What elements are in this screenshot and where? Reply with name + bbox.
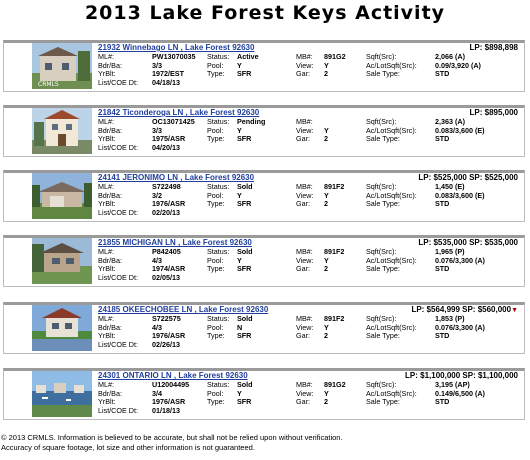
listing-price [418, 238, 518, 247]
list-coe-date-value: 02/20/13 [152, 207, 180, 217]
listing-address-link[interactable]: 21842 Ticonderoga LN , Lake Forest 92630 [98, 108, 260, 117]
list-coe-date-label: List/COE Dt: [98, 272, 138, 282]
lot-size-value: 0.083/3,600 (E) [435, 190, 485, 200]
listing-price [405, 371, 518, 380]
lot-size-value: 0.149/6,500 (A) [435, 388, 485, 398]
property-type-value: SFR [237, 397, 252, 406]
pool-value: N [237, 322, 243, 332]
listing-address-link[interactable]: 24301 ONTARIO LN , Lake Forest 92630 [98, 371, 248, 380]
ml-number-value: S722575 [152, 314, 181, 323]
disclaimer [1, 433, 343, 453]
garage-label: Gar: [296, 397, 310, 406]
map-book-label: MB#: [296, 182, 313, 191]
sale-type-value: STD [435, 264, 450, 273]
page-title: 2013 Lake Forest Keys Activity [84, 2, 446, 24]
pool-value: Y [237, 125, 242, 135]
square-feet-label: Sqft(Src): [366, 380, 397, 389]
year-built-label: YrBlt: [98, 264, 116, 273]
view-label: View: [296, 255, 314, 265]
year-built-value: 1976/ASR [152, 397, 186, 406]
bedrooms-baths-value: 3/2 [152, 190, 162, 200]
status-label: Status: [207, 182, 230, 191]
sale-type-label: Sale Type: [366, 199, 400, 208]
year-built-value: 1975/ASR [152, 134, 186, 143]
status-label: Status: [207, 117, 230, 126]
square-feet-value: 2,066 (A) [435, 52, 465, 61]
lot-size-label: Ac/LotSqft(Src): [366, 255, 417, 265]
list-coe-date-label: List/COE Dt: [98, 339, 138, 349]
square-feet-label: Sqft(Src): [366, 52, 397, 61]
year-built-value: 1974/ASR [152, 264, 186, 273]
view-label: View: [296, 125, 314, 135]
listing-card [3, 368, 525, 420]
garage-value: 2 [324, 397, 328, 406]
lot-size-label: Ac/LotSqft(Src): [366, 60, 417, 70]
year-built-label: YrBlt: [98, 134, 116, 143]
price-text: LP: $535,000 SP: $535,000 [418, 238, 518, 247]
list-coe-date-label: List/COE Dt: [98, 405, 138, 415]
sale-type-value: STD [435, 397, 450, 406]
disclaimer-line-2: Accuracy of square footage, lot size and other information is not guaranteed. [1, 443, 255, 452]
list-coe-date-value: 01/18/13 [152, 405, 180, 415]
listing-price [418, 173, 518, 182]
pool-value: Y [237, 388, 242, 398]
pool-label: Pool: [207, 190, 224, 200]
ml-number-value: P842405 [152, 247, 181, 256]
bedrooms-baths-label: Bdr/Ba: [98, 190, 122, 200]
list-coe-date-value: 02/26/13 [152, 339, 180, 349]
property-type-value: SFR [237, 134, 252, 143]
view-value: Y [324, 190, 329, 200]
view-label: View: [296, 190, 314, 200]
list-coe-date-value: 04/20/13 [152, 142, 180, 152]
bedrooms-baths-value: 4/3 [152, 322, 162, 332]
square-feet-value: 1,965 (P) [435, 247, 465, 256]
map-book-label: MB#: [296, 117, 313, 126]
price-text: LP: $525,000 SP: $525,000 [418, 173, 518, 182]
pool-label: Pool: [207, 255, 224, 265]
pool-label: Pool: [207, 60, 224, 70]
pool-value: Y [237, 255, 242, 265]
price-down-arrow-icon: ▼ [511, 307, 518, 314]
bedrooms-baths-label: Bdr/Ba: [98, 322, 122, 332]
pool-value: Y [237, 60, 242, 70]
view-label: View: [296, 388, 314, 398]
pool-label: Pool: [207, 125, 224, 135]
square-feet-value: 1,450 (E) [435, 182, 465, 191]
bedrooms-baths-value: 3/3 [152, 125, 162, 135]
listing-photo[interactable] [32, 108, 92, 154]
list-coe-date-label: List/COE Dt: [98, 142, 138, 152]
ml-number-label: ML#: [98, 247, 114, 256]
square-feet-value: 2,363 (A) [435, 117, 465, 126]
status-value: Sold [237, 247, 253, 256]
ml-number-label: ML#: [98, 380, 114, 389]
sale-type-label: Sale Type: [366, 69, 400, 78]
ml-number-value: PW13070035 [152, 52, 196, 61]
price-text: LP: $564,999 SP: $560,000 [411, 305, 512, 314]
listing-card [3, 170, 525, 222]
list-coe-date-label: List/COE Dt: [98, 77, 138, 87]
status-label: Status: [207, 52, 230, 61]
map-book-value: 891G2 [324, 52, 346, 61]
bedrooms-baths-value: 4/3 [152, 255, 162, 265]
status-label: Status: [207, 314, 230, 323]
garage-label: Gar: [296, 69, 310, 78]
map-book-label: MB#: [296, 52, 313, 61]
lot-size-value: 0.076/3,300 (A) [435, 255, 485, 265]
year-built-label: YrBlt: [98, 69, 116, 78]
listing-price [411, 305, 518, 314]
listing-card [3, 105, 525, 157]
list-coe-date-label: List/COE Dt: [98, 207, 138, 217]
ml-number-value: S722498 [152, 182, 181, 191]
listing-photo[interactable] [32, 305, 92, 351]
map-book-value: 891F2 [324, 182, 345, 191]
view-value: Y [324, 60, 329, 70]
bedrooms-baths-value: 3/3 [152, 60, 162, 70]
sale-type-value: STD [435, 134, 450, 143]
garage-value: 2 [324, 199, 328, 208]
property-type-label: Type: [207, 199, 225, 208]
lot-size-label: Ac/LotSqft(Src): [366, 125, 417, 135]
disclaimer-line-1: © 2013 CRMLS. Information is believed to be accurate, but shall not be relied upon without verification. [1, 433, 343, 442]
garage-value: 2 [324, 331, 328, 340]
square-feet-value: 3,195 (AP) [435, 380, 470, 389]
property-type-label: Type: [207, 264, 225, 273]
bedrooms-baths-value: 3/4 [152, 388, 162, 398]
listing-photo[interactable] [32, 43, 92, 89]
map-book-value: 891F2 [324, 247, 345, 256]
bedrooms-baths-label: Bdr/Ba: [98, 125, 122, 135]
garage-label: Gar: [296, 134, 310, 143]
bedrooms-baths-label: Bdr/Ba: [98, 60, 122, 70]
lot-size-label: Ac/LotSqft(Src): [366, 190, 417, 200]
listing-photo[interactable] [32, 173, 92, 219]
sale-type-label: Sale Type: [366, 331, 400, 340]
property-type-value: SFR [237, 199, 252, 208]
listing-photo[interactable] [32, 238, 92, 284]
ml-number-value: OC13071425 [152, 117, 195, 126]
property-type-label: Type: [207, 69, 225, 78]
pool-label: Pool: [207, 322, 224, 332]
lot-size-value: 0.09/3,920 (A) [435, 60, 481, 70]
ml-number-label: ML#: [98, 182, 114, 191]
garage-value: 2 [324, 134, 328, 143]
ml-number-value: U12004495 [152, 380, 190, 389]
view-value: Y [324, 125, 329, 135]
lot-size-label: Ac/LotSqft(Src): [366, 388, 417, 398]
ml-number-label: ML#: [98, 314, 114, 323]
listing-price [470, 108, 518, 117]
lot-size-label: Ac/LotSqft(Src): [366, 322, 417, 332]
status-value: Sold [237, 182, 253, 191]
sale-type-value: STD [435, 331, 450, 340]
year-built-label: YrBlt: [98, 397, 116, 406]
square-feet-value: 1,853 (P) [435, 314, 465, 323]
property-type-value: SFR [237, 331, 252, 340]
sale-type-value: STD [435, 199, 450, 208]
listing-address-link[interactable]: 24185 OKEECHOBEE LN , Lake Forest 92630 [98, 305, 269, 314]
list-coe-date-value: 02/05/13 [152, 272, 180, 282]
year-built-value: 1976/ASR [152, 331, 186, 340]
list-coe-date-value: 04/18/13 [152, 77, 180, 87]
view-label: View: [296, 322, 314, 332]
listing-address-link[interactable]: 24141 JERONIMO LN , Lake Forest 92630 [98, 173, 255, 182]
year-built-label: YrBlt: [98, 199, 116, 208]
status-label: Status: [207, 380, 230, 389]
ml-number-label: ML#: [98, 52, 114, 61]
bedrooms-baths-label: Bdr/Ba: [98, 388, 122, 398]
status-value: Sold [237, 380, 253, 389]
sale-type-label: Sale Type: [366, 397, 400, 406]
photo-watermark: CRMLS [38, 81, 59, 88]
garage-label: Gar: [296, 199, 310, 208]
map-book-label: MB#: [296, 380, 313, 389]
property-type-label: Type: [207, 331, 225, 340]
view-value: Y [324, 255, 329, 265]
pool-value: Y [237, 190, 242, 200]
square-feet-label: Sqft(Src): [366, 182, 397, 191]
price-text: LP: $898,898 [469, 43, 518, 52]
view-value: Y [324, 322, 329, 332]
map-book-label: MB#: [296, 247, 313, 256]
map-book-label: MB#: [296, 314, 313, 323]
price-text: LP: $895,000 [469, 108, 518, 117]
sale-type-label: Sale Type: [366, 264, 400, 273]
garage-value: 2 [324, 69, 328, 78]
property-type-value: SFR [237, 264, 252, 273]
year-built-value: 1976/ASR [152, 199, 186, 208]
listing-card [3, 302, 525, 354]
map-book-value: 891F2 [324, 314, 345, 323]
property-type-label: Type: [207, 397, 225, 406]
view-label: View: [296, 60, 314, 70]
status-value: Sold [237, 314, 253, 323]
garage-label: Gar: [296, 264, 310, 273]
listing-price [470, 43, 518, 52]
view-value: Y [324, 388, 329, 398]
listing-address-link[interactable]: 21932 Winnebago LN , Lake Forest 92630 [98, 43, 255, 52]
garage-value: 2 [324, 264, 328, 273]
lot-size-value: 0.076/3,300 (A) [435, 322, 485, 332]
garage-label: Gar: [296, 331, 310, 340]
ml-number-label: ML#: [98, 117, 114, 126]
year-built-value: 1972/EST [152, 69, 184, 78]
listing-card [3, 235, 525, 287]
property-type-label: Type: [207, 134, 225, 143]
listing-card [3, 40, 525, 92]
status-label: Status: [207, 247, 230, 256]
square-feet-label: Sqft(Src): [366, 314, 397, 323]
bedrooms-baths-label: Bdr/Ba: [98, 255, 122, 265]
pool-label: Pool: [207, 388, 224, 398]
square-feet-label: Sqft(Src): [366, 247, 397, 256]
sale-type-value: STD [435, 69, 450, 78]
price-text: LP: $1,100,000 SP: $1,100,000 [405, 371, 518, 380]
map-book-value: 891G2 [324, 380, 346, 389]
status-value: Pending [237, 117, 266, 126]
lot-size-value: 0.083/3,600 (E) [435, 125, 485, 135]
year-built-label: YrBlt: [98, 331, 116, 340]
property-type-value: SFR [237, 69, 252, 78]
listing-photo[interactable] [32, 371, 92, 417]
status-value: Active [237, 52, 259, 61]
sale-type-label: Sale Type: [366, 134, 400, 143]
listing-address-link[interactable]: 21855 MICHIGAN LN , Lake Forest 92630 [98, 238, 252, 247]
square-feet-label: Sqft(Src): [366, 117, 397, 126]
